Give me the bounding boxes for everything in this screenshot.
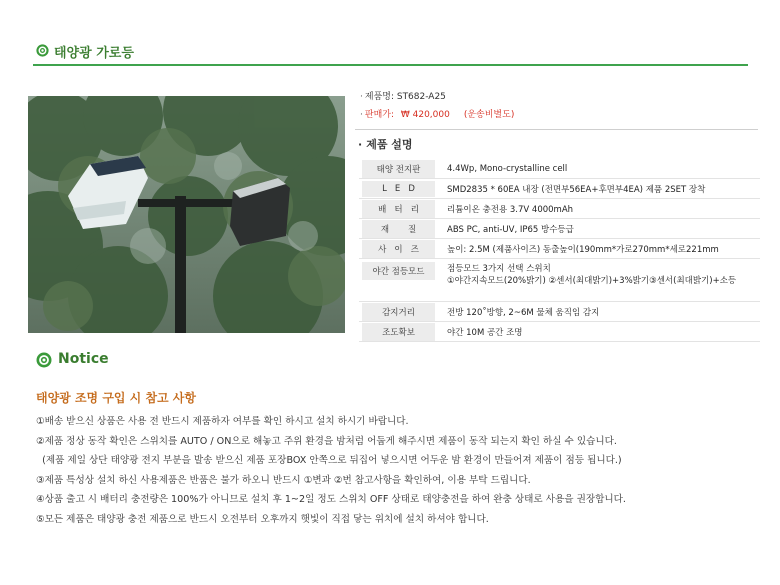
spec-table <box>359 159 760 342</box>
notice-line: ④상품 출고 시 배터리 충전량은 100%가 아니므로 설치 후 1~2일 정도 스위치 OFF 상태로 태양충전을 하여 완충 상태로 사용을 권장합니다. <box>36 494 626 505</box>
spec-value: SMD2835 * 60EA 내장 (전면부56EA+후면부4EA) 제품 2SET 장착 <box>438 179 760 199</box>
spec-row <box>359 199 760 219</box>
product-photo <box>28 96 345 333</box>
spec-value: 4.4Wp, Mono-crystalline cell <box>438 159 760 179</box>
section-title-text: 제품 설명 <box>366 138 413 151</box>
notice-line: ⑤모든 제품은 태양광 충전 제품으로 반드시 오전부터 오후까지 햇빛이 직접 닿는 위치에 설치 하셔야 합니다. <box>36 514 489 525</box>
price-label: 판매가: <box>364 110 397 120</box>
spec-row <box>359 259 760 302</box>
spec-row <box>359 159 760 179</box>
spec-key: 재 질 <box>362 220 435 238</box>
notice-subheading: 태양광 조명 구입 시 참고 사항 <box>36 391 196 405</box>
spec-value: 높이: 2.5M (제품사이즈) 동출높이(190mm*가로270mm*세로221mm <box>438 239 760 259</box>
spec-key: L E D <box>362 181 435 197</box>
notice-line: ②제품 정상 동작 확인은 스위치를 AUTO / ON으로 해놓고 주위 환경을 밤처럼 어둡게 해주시면 제품이 동작 되는지 확인 하실 수 있습니다. <box>36 436 617 447</box>
section-title: · 제품 설명 <box>358 138 413 151</box>
spec-key: 사 이 즈 <box>362 240 435 258</box>
spec-row <box>359 302 760 322</box>
notice-line: ①배송 받으신 상품은 사용 전 반드시 제품하자 여부를 확인 하시고 설치 하시기 바랍니다. <box>36 416 409 427</box>
price-note: (운송비별도) <box>463 110 515 120</box>
notice-title: Notice <box>58 351 109 367</box>
price-line: · 판매가: ₩ 420,000 (운송비별도) <box>360 110 515 120</box>
notice-line: (제품 제일 상단 태양광 전지 부분을 발송 받으신 제품 포장BOX 안쪽으로 뒤집어 넣으시면 어두운 밤 환경이 만들어져 제품이 점등 됩니다.) <box>36 455 622 466</box>
recycle-icon <box>36 352 52 368</box>
spec-key: 감지거리 <box>362 303 435 321</box>
spec-key: 배 터 리 <box>362 200 435 218</box>
spec-value: 전방 120˚방향, 2~6M 물체 움직임 감지 <box>438 302 760 322</box>
page-title: 태양광 가로등 <box>54 46 134 61</box>
spec-key: 태양 전지판 <box>362 160 435 178</box>
spec-row <box>359 179 760 199</box>
price-value: ₩ 420,000 <box>400 110 450 120</box>
model-text: 제품명: ST682-A25 <box>364 92 446 102</box>
page-title-bar <box>33 40 748 66</box>
spec-value: 야간 10M 공간 조명 <box>438 322 760 342</box>
spec-value-sub: ①야간지속모드(20%밝기) ②센서(최대밝기)+3%밝기③센서(최대밝기)+소등 <box>447 276 737 286</box>
spec-row <box>359 322 760 342</box>
spec-value: 점등모드 3가지 선택 스위치 <box>447 264 551 274</box>
spec-value: ABS PC, anti-UV, IP65 방수등급 <box>438 219 760 239</box>
spec-key: 조도확보 <box>362 323 435 341</box>
spec-row <box>359 219 760 239</box>
spec-row <box>359 239 760 259</box>
notice-line: ③제품 특성상 설치 하신 사용제품은 반품은 불가 하오니 반드시 ①변과 ②번 참고사항을 확인하여, 이용 부탁 드립니다. <box>36 475 531 486</box>
spec-key: 야간 점등모드 <box>362 262 435 280</box>
model-line: · 제품명: ST682-A25 <box>360 92 446 102</box>
recycle-icon <box>36 44 49 57</box>
spec-value: 리튬이온 충전용 3.7V 4000mAh <box>438 199 760 219</box>
divider <box>355 129 758 130</box>
